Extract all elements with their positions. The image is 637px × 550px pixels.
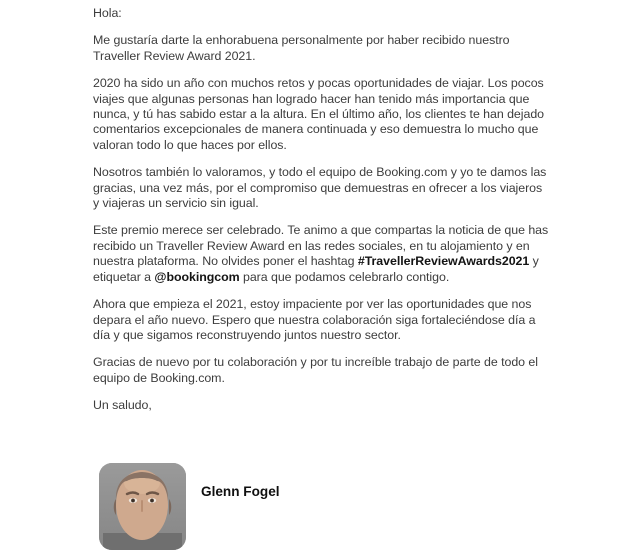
paragraph (93, 223, 551, 285)
paragraph (93, 165, 551, 211)
text-segment: Este premio merece ser celebrado. Te animo a que compartas la noticia de que has recibido un Traveller Review Award en las redes sociales, en tu alojamiento y en nuestra plataforma. No olvides poner el hashtag (93, 223, 549, 269)
paragraph (93, 76, 551, 153)
text-segment: Me gustaría darte la enhorabuena personalmente por haber recibido nuestro Traveller Review Award 2021. (93, 33, 510, 63)
text-segment: Nosotros también lo valoramos, y todo el equipo de Booking.com y yo te damos las gracias, una vez más, por el compromiso que demuestras en ofrecer a los viajeros y viajeras un servicio sin igual. (93, 165, 547, 211)
text-segment: Gracias de nuevo por tu colaboración y por tu increíble trabajo de parte de todo el equipo de Booking.com. (93, 355, 538, 385)
bold-text-segment: @bookingcom (154, 269, 240, 284)
bold-text-segment: #TravellerReviewAwards2021 (357, 254, 530, 269)
greeting: Hola: (93, 6, 122, 20)
text-segment: 2020 ha sido un año con muchos retos y pocas oportunidades de viajar. Los pocos viajes que algunas personas han logrado hacer han tenido más importancia que nunca, y tú has sabido estar a la altura. En el último año, los clientes te han dejado comentarios excepcionales de manera continuada y eso demuestra lo mucho que valoran todo lo que haces por ellos. (93, 76, 544, 152)
signature-block (99, 463, 280, 550)
closing: Un saludo, (93, 398, 152, 413)
paragraph (93, 297, 551, 343)
glenn-fogel-portrait-photo-icon (99, 463, 186, 550)
paragraph (93, 355, 551, 386)
text-segment: y etiquetar a (93, 254, 539, 284)
letter-paragraphs (93, 33, 551, 386)
signature-name: Glenn Fogel (201, 484, 280, 499)
paragraph (93, 33, 551, 64)
email-letter (93, 6, 551, 426)
text-segment: Ahora que empieza el 2021, estoy impaciente por ver las oportunidades que nos depara el año nuevo. Espero que nuestra colaboración siga fortaleciéndose día a día y que sigamos reconstruyendo juntos nuestro sector. (93, 297, 536, 342)
text-segment: para que podamos celebrarlo contigo. (239, 269, 450, 284)
signature-text (201, 463, 280, 500)
